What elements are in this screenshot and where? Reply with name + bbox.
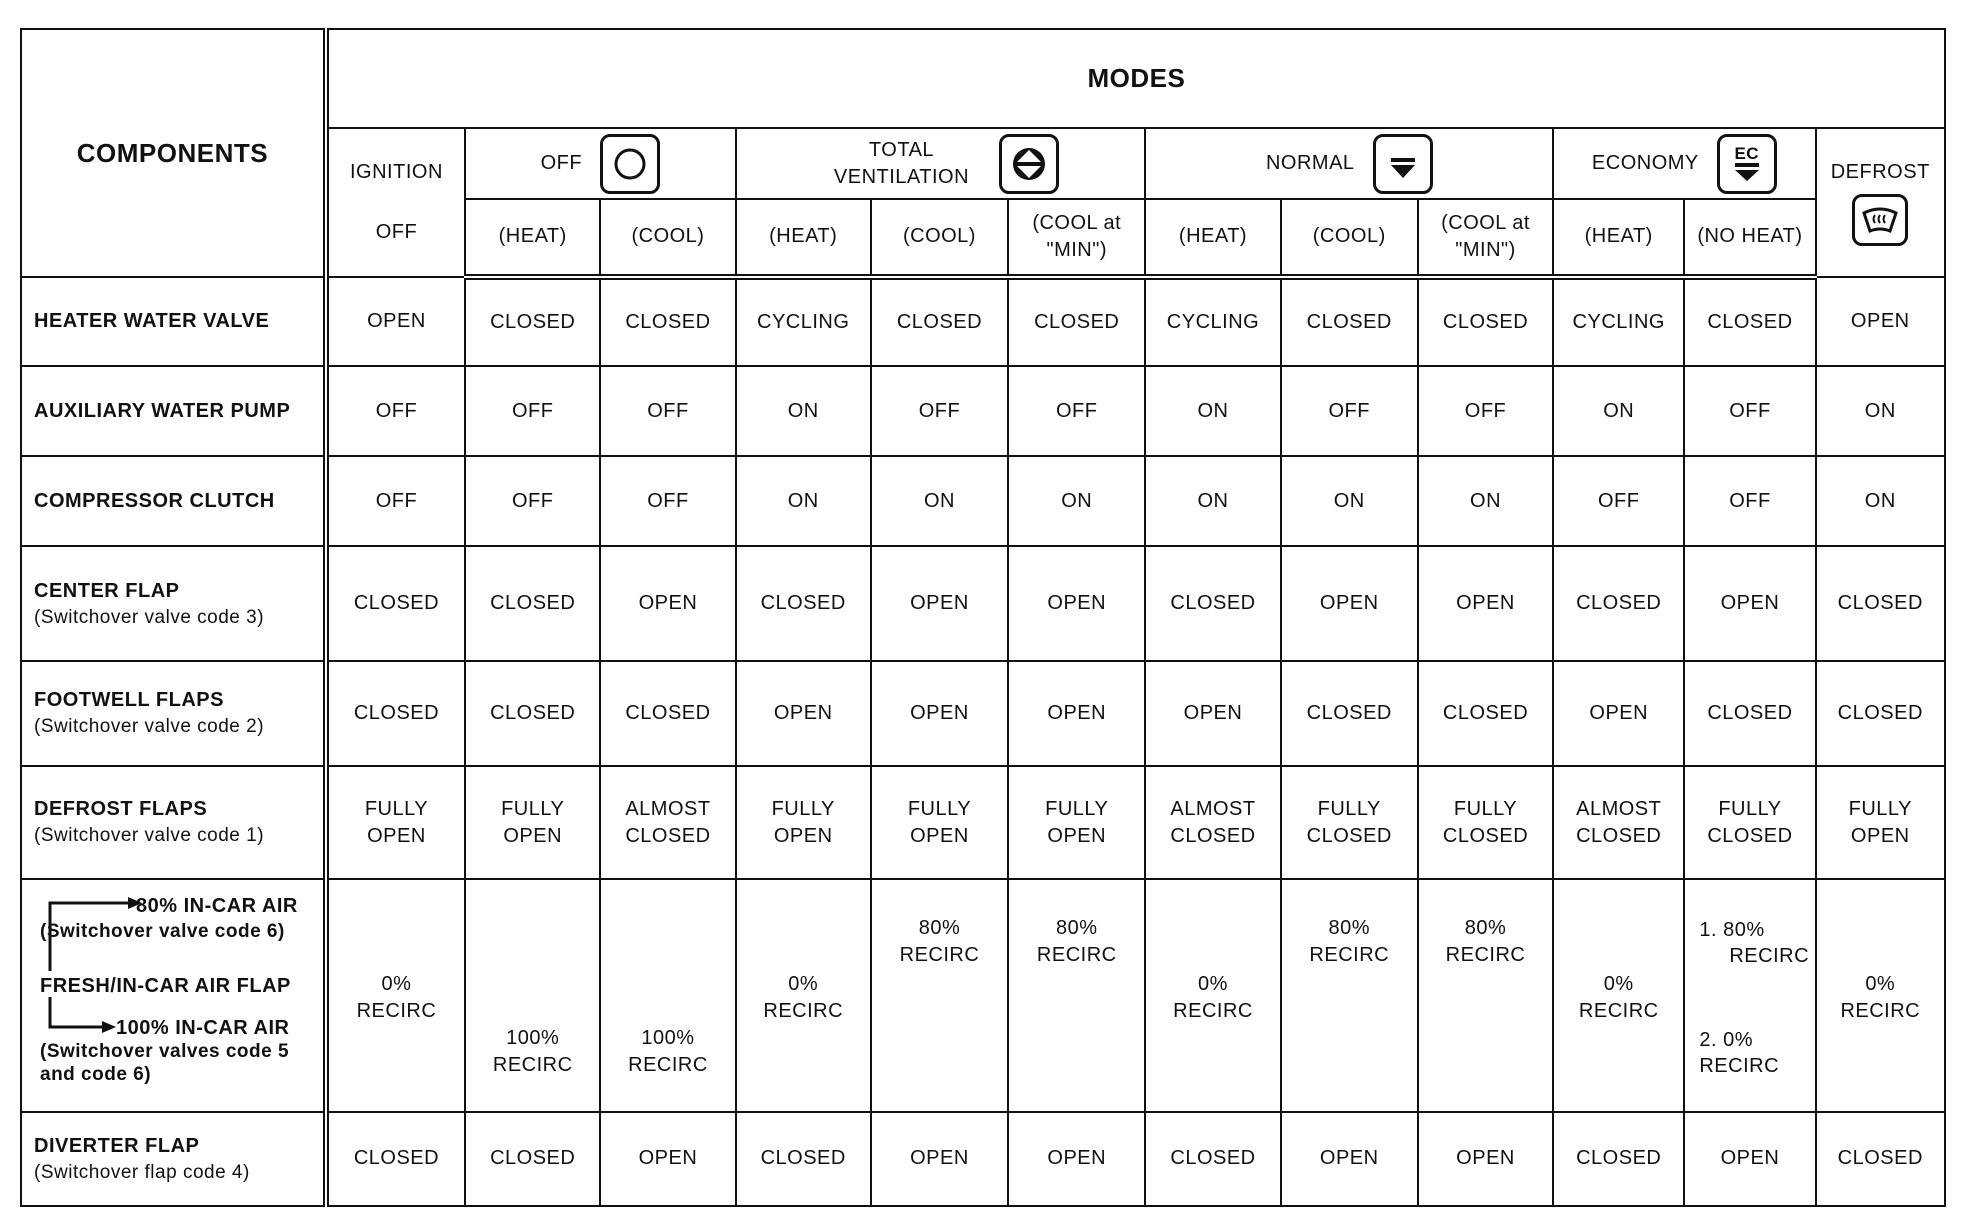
row-label-subtitle: (Switchover valve code 3) xyxy=(34,606,265,628)
ec-icon-text: EC xyxy=(1734,144,1760,164)
table-row xyxy=(21,1112,1945,1206)
recirc-value xyxy=(876,887,1003,1103)
recirc-percent: 80% xyxy=(1464,917,1507,940)
recirc-percent: 80% xyxy=(918,917,961,940)
recirc-label: RECIRC xyxy=(492,1054,573,1077)
sub-heat: (HEAT) xyxy=(736,199,871,278)
mode-economy-label: ECONOMY xyxy=(1591,152,1699,175)
table-cell: OFF xyxy=(600,366,735,456)
table-cell: OFF xyxy=(1281,366,1418,456)
recirc-value xyxy=(1423,887,1548,1103)
recirc-percent: 0% xyxy=(1603,973,1634,996)
sub-cool: (COOL) xyxy=(1281,199,1418,278)
table-cell: FULLY OPEN xyxy=(1816,766,1945,879)
table-cell: OFF xyxy=(465,456,600,546)
row-label-title: COMPRESSOR CLUTCH xyxy=(34,489,275,512)
ignition-off-label: OFF xyxy=(375,221,418,244)
table-cell: ON xyxy=(1418,456,1553,546)
table-cell: ALMOST CLOSED xyxy=(1145,766,1280,879)
table-cell: OFF xyxy=(1684,366,1815,456)
table-cell: CLOSED xyxy=(1145,546,1280,661)
table-cell: ON xyxy=(1816,366,1945,456)
recirc-label: RECIRC xyxy=(1309,944,1390,967)
row-label xyxy=(21,546,326,661)
table-cell: CLOSED xyxy=(1008,277,1145,366)
table-cell: CLOSED xyxy=(1816,661,1945,766)
table-cell xyxy=(326,879,465,1111)
table-cell: CLOSED xyxy=(1145,1112,1280,1206)
recirc-percent: 100% xyxy=(641,1027,695,1050)
table-cell: OFF xyxy=(326,456,465,546)
table-cell xyxy=(465,879,600,1111)
table-cell xyxy=(1145,879,1280,1111)
ec-icon xyxy=(1717,134,1777,194)
table-cell: FULLY CLOSED xyxy=(1418,766,1553,879)
mode-off-header xyxy=(465,128,736,198)
recirc-label: RECIRC xyxy=(1173,1000,1253,1023)
sub-cool-at-min: (COOL at "MIN") xyxy=(1008,199,1145,278)
table-row xyxy=(21,456,1945,546)
sub-heat: (HEAT) xyxy=(1145,199,1280,278)
table-cell xyxy=(1816,879,1945,1111)
mode-defrost-label: DEFROST xyxy=(1830,161,1930,184)
table-cell: OPEN xyxy=(871,1112,1008,1206)
table-cell: FULLY OPEN xyxy=(736,766,871,879)
table-cell: OPEN xyxy=(1418,546,1553,661)
table-cell: CLOSED xyxy=(1281,277,1418,366)
table-cell: OPEN xyxy=(871,546,1008,661)
recirc-percent: 80% xyxy=(1055,917,1098,940)
table-cell: CLOSED xyxy=(1553,1112,1684,1206)
down-arrow-icon xyxy=(1373,134,1433,194)
row-label-subtitle: (Switchover flap code 4) xyxy=(34,1161,250,1183)
table-cell: OPEN xyxy=(600,546,735,661)
mode-normal-header xyxy=(1145,128,1553,198)
row-label-title: CENTER FLAP xyxy=(34,579,180,602)
table-cell: ALMOST CLOSED xyxy=(1553,766,1684,879)
table-cell: OPEN xyxy=(600,1112,735,1206)
table-cell: CLOSED xyxy=(600,661,735,766)
recirc-label: RECIRC xyxy=(763,1000,844,1023)
table-cell: CLOSED xyxy=(326,1112,465,1206)
row-label xyxy=(21,277,326,366)
recirc-label: RECIRC xyxy=(628,1054,708,1077)
recirc-label: RECIRC xyxy=(899,944,980,967)
table-cell: ON xyxy=(1008,456,1145,546)
table-cell: CLOSED xyxy=(326,661,465,766)
row-label-subtitle: (Switchover valve code 2) xyxy=(34,716,265,738)
table-cell: CLOSED xyxy=(1816,546,1945,661)
recirc-value xyxy=(470,887,595,1103)
table-cell: CLOSED xyxy=(465,277,600,366)
recirc-option-text: RECIRC xyxy=(1699,1055,1780,1078)
recirc-percent: 0% xyxy=(381,973,412,996)
modes-header: MODES xyxy=(326,29,1945,128)
row-label xyxy=(21,766,326,879)
label-fresh-in-car-air-flap: FRESH/IN-CAR AIR FLAP xyxy=(40,975,291,998)
table-cell: CLOSED xyxy=(1418,277,1553,366)
recirc-label: RECIRC xyxy=(1445,944,1526,967)
mode-off-label: OFF xyxy=(540,152,583,175)
table-cell: OPEN xyxy=(1145,661,1280,766)
table-cell: CLOSED xyxy=(465,1112,600,1206)
table-cell: OPEN xyxy=(1684,1112,1815,1206)
recirc-option-text: RECIRC xyxy=(1729,945,1810,968)
sub-heat: (HEAT) xyxy=(1553,199,1684,278)
ignition-label: IGNITION xyxy=(350,161,443,184)
recirc-value xyxy=(741,887,866,1103)
table-cell: OFF xyxy=(871,366,1008,456)
row-label xyxy=(21,456,326,546)
recirc-label: RECIRC xyxy=(1840,1000,1921,1023)
table-cell: CYCLING xyxy=(736,277,871,366)
recirc-value xyxy=(605,887,730,1103)
table-cell: FULLY OPEN xyxy=(465,766,600,879)
table-cell: CLOSED xyxy=(871,277,1008,366)
row-label-title: FOOTWELL FLAPS xyxy=(34,689,224,712)
row-label xyxy=(21,366,326,456)
table-cell: CLOSED xyxy=(1684,661,1815,766)
table-cell: CLOSED xyxy=(326,546,465,661)
modes-components-table xyxy=(20,28,1946,1207)
recirc-percent: 100% xyxy=(506,1027,560,1050)
sub-cool: (COOL) xyxy=(600,199,735,278)
sub-heat: (HEAT) xyxy=(465,199,600,278)
table-cell: OPEN xyxy=(1816,277,1945,366)
recirc-value xyxy=(333,887,460,1103)
mode-economy-header xyxy=(1553,128,1815,198)
recirc-percent: 0% xyxy=(1198,973,1228,996)
table-cell: OPEN xyxy=(1418,1112,1553,1206)
table-cell: OPEN xyxy=(326,277,465,366)
table-cell: FULLY CLOSED xyxy=(1281,766,1418,879)
mode-total-ventilation-header xyxy=(736,128,1146,198)
table-cell: CLOSED xyxy=(1816,1112,1945,1206)
table-cell: CYCLING xyxy=(1145,277,1280,366)
off-circle-icon xyxy=(600,134,660,194)
table-cell: ON xyxy=(871,456,1008,546)
sub-cool-at-min: (COOL at "MIN") xyxy=(1418,199,1553,278)
table-cell: OFF xyxy=(1008,366,1145,456)
table-cell: OFF xyxy=(1418,366,1553,456)
table-cell xyxy=(1553,879,1684,1111)
table-row xyxy=(21,546,1945,661)
table-cell: OPEN xyxy=(1281,546,1418,661)
table-cell: FULLY OPEN xyxy=(871,766,1008,879)
row-label-title: DIVERTER FLAP xyxy=(34,1134,200,1157)
table-cell: OFF xyxy=(1684,456,1815,546)
row-label-title: AUXILIARY WATER PUMP xyxy=(34,399,291,422)
table-cell: CLOSED xyxy=(1281,661,1418,766)
row-label xyxy=(21,661,326,766)
table-cell: ON xyxy=(736,456,871,546)
recirc-value xyxy=(1558,887,1679,1103)
label-switchover-5-6: (Switchover valves code 5 and code 6) xyxy=(40,1041,290,1086)
table-cell: OPEN xyxy=(736,661,871,766)
sub-no-heat: (NO HEAT) xyxy=(1684,199,1815,278)
row-label xyxy=(21,879,326,1111)
table-cell: CLOSED xyxy=(465,546,600,661)
recirc-percent: 0% xyxy=(788,973,819,996)
table-cell: OPEN xyxy=(871,661,1008,766)
row-label-subtitle: (Switchover valve code 1) xyxy=(34,825,265,847)
recirc-option-text: 1. 80% xyxy=(1699,919,1765,942)
table-cell: OPEN xyxy=(1008,661,1145,766)
row-label-title: DEFROST FLAPS xyxy=(34,798,208,821)
sub-cool: (COOL) xyxy=(871,199,1008,278)
table-cell: FULLY CLOSED xyxy=(1684,766,1815,879)
table-cell: ON xyxy=(1816,456,1945,546)
fresh-air-label-block xyxy=(34,887,323,1103)
up-down-arrows-icon xyxy=(999,134,1059,194)
table-cell: OPEN xyxy=(1684,546,1815,661)
recirc-value xyxy=(1286,887,1413,1103)
mode-defrost-header xyxy=(1816,128,1945,277)
windshield-defrost-icon xyxy=(1852,194,1908,246)
table-cell: ON xyxy=(1281,456,1418,546)
recirc-options xyxy=(1689,887,1810,1103)
table-cell: ON xyxy=(1145,366,1280,456)
label-switchover-6: (Switchover valve code 6) xyxy=(40,921,285,943)
mode-total-ventilation-label: TOTAL VENTILATION xyxy=(833,138,970,188)
table-cell: CYCLING xyxy=(1553,277,1684,366)
table-cell: CLOSED xyxy=(736,1112,871,1206)
label-100-in-car-air: 100% IN-CAR AIR xyxy=(116,1017,290,1040)
table-cell: CLOSED xyxy=(465,661,600,766)
recirc-value xyxy=(1821,887,1940,1103)
table-row xyxy=(21,661,1945,766)
recirc-option-text: 2. 0% xyxy=(1699,1029,1753,1052)
table-cell: CLOSED xyxy=(1418,661,1553,766)
table-cell: OPEN xyxy=(1553,661,1684,766)
table-cell: OFF xyxy=(465,366,600,456)
table-cell xyxy=(1418,879,1553,1111)
recirc-percent: 0% xyxy=(1865,973,1896,996)
table-cell: FULLY OPEN xyxy=(1008,766,1145,879)
table-cell: ON xyxy=(1145,456,1280,546)
table-cell: OPEN xyxy=(1008,546,1145,661)
table-row xyxy=(21,366,1945,456)
recirc-label: RECIRC xyxy=(356,1000,437,1023)
recirc-value xyxy=(1150,887,1275,1103)
table-row xyxy=(21,766,1945,879)
table-row xyxy=(21,277,1945,366)
table-cell xyxy=(871,879,1008,1111)
table-cell xyxy=(600,879,735,1111)
table-cell xyxy=(1684,879,1815,1111)
recirc-percent: 80% xyxy=(1328,917,1371,940)
table-cell: CLOSED xyxy=(1684,277,1815,366)
row-label xyxy=(21,1112,326,1206)
table-cell xyxy=(1008,879,1145,1111)
table-cell: CLOSED xyxy=(736,546,871,661)
table-cell xyxy=(736,879,871,1111)
table-row-fresh-air-flap xyxy=(21,879,1945,1111)
table-cell: CLOSED xyxy=(600,277,735,366)
table-cell: ALMOST CLOSED xyxy=(600,766,735,879)
table-cell: OFF xyxy=(1553,456,1684,546)
table-cell: OFF xyxy=(326,366,465,456)
table-cell: OFF xyxy=(600,456,735,546)
label-80-in-car-air: 80% IN-CAR AIR xyxy=(136,895,298,918)
table-cell: FULLY OPEN xyxy=(326,766,465,879)
table-cell: ON xyxy=(1553,366,1684,456)
table-cell xyxy=(1281,879,1418,1111)
row-label-title: HEATER WATER VALVE xyxy=(34,310,270,333)
recirc-label: RECIRC xyxy=(1578,1000,1659,1023)
table-cell: CLOSED xyxy=(1553,546,1684,661)
recirc-label: RECIRC xyxy=(1036,944,1117,967)
table-cell: OPEN xyxy=(1008,1112,1145,1206)
ignition-off-header xyxy=(326,128,465,277)
table-cell: ON xyxy=(736,366,871,456)
table-cell: OPEN xyxy=(1281,1112,1418,1206)
components-header: COMPONENTS xyxy=(21,29,326,277)
recirc-value xyxy=(1013,887,1140,1103)
mode-normal-label: NORMAL xyxy=(1265,152,1355,175)
